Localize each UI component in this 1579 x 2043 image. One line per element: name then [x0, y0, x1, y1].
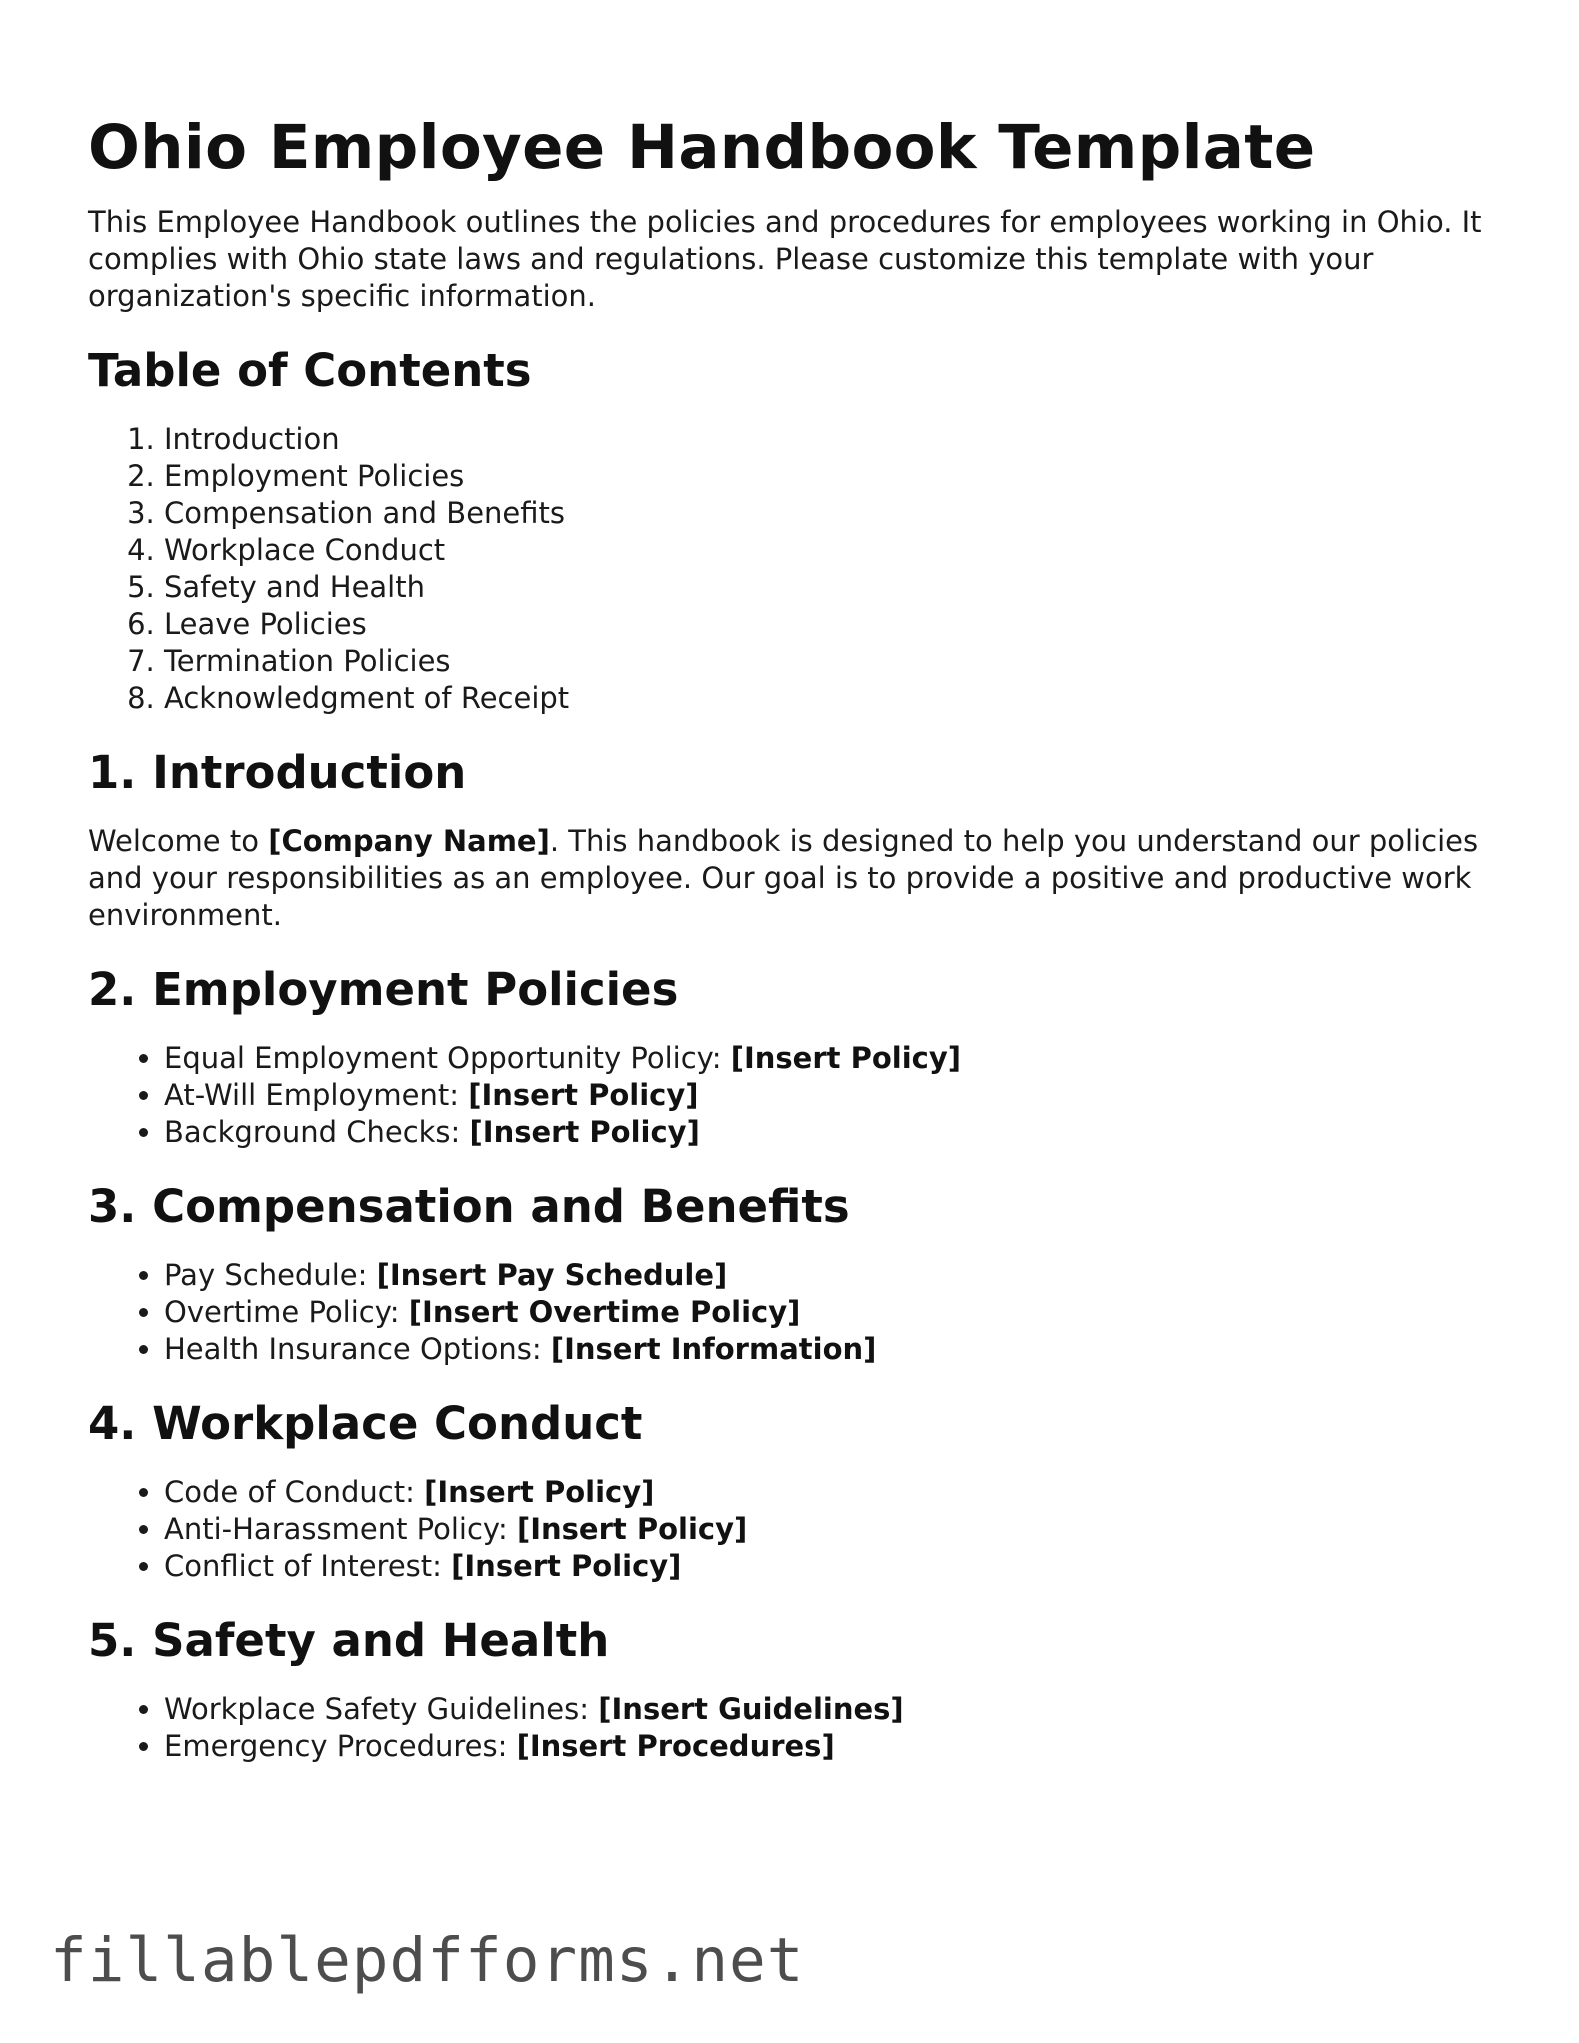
toc-item-employment-policies: 2. Employment Policies — [164, 458, 1508, 495]
item-placeholder: [Insert Policy] — [424, 1475, 655, 1509]
item-label: Conflict of Interest: — [164, 1549, 452, 1583]
item-placeholder: [Insert Policy] — [468, 1078, 699, 1112]
safety-heading: 5. Safety and Health — [88, 1614, 610, 1667]
item-placeholder: [Insert Overtime Policy] — [408, 1295, 801, 1329]
introduction-text-before: Welcome to — [88, 824, 269, 858]
company-name-placeholder: [Company Name] — [268, 824, 550, 858]
list-item — [164, 1691, 1508, 1728]
conduct-list — [88, 1474, 1508, 1585]
item-placeholder: [Insert Pay Schedule] — [376, 1258, 728, 1292]
item-placeholder: [Insert Policy] — [730, 1041, 962, 1075]
item-label: Code of Conduct: — [164, 1475, 425, 1509]
item-placeholder: [Insert Policy] — [469, 1115, 700, 1149]
intro-paragraph: This Employee Handbook outlines the policies and procedures for employees working in Ohio. It complies with Ohio state laws and regulations. Please customize this template with your organization's specific information. — [88, 205, 1482, 313]
toc-item-introduction: 1. Introduction — [164, 421, 1508, 458]
item-label: Pay Schedule: — [164, 1258, 377, 1292]
item-label: Emergency Procedures: — [164, 1729, 517, 1763]
list-item — [164, 1474, 1508, 1511]
list-item — [164, 1040, 1508, 1077]
compensation-list — [88, 1257, 1508, 1368]
toc-item-safety-health: 5. Safety and Health — [164, 569, 1508, 606]
introduction-text-after: . This handbook is designed to help you understand our policies and your responsibilities as an employee. Our goal is to provide a positive and productive work environment. — [88, 824, 1479, 932]
safety-list — [88, 1691, 1508, 1765]
page-title: Ohio Employee Handbook Template — [88, 112, 1316, 183]
toc-item-workplace-conduct: 4. Workplace Conduct — [164, 532, 1508, 569]
item-label: Workplace Safety Guidelines: — [164, 1692, 599, 1726]
introduction-paragraph — [88, 823, 1508, 934]
list-item — [164, 1257, 1508, 1294]
list-item — [164, 1114, 1508, 1151]
employment-policies-list — [88, 1040, 1508, 1151]
item-label: Health Insurance Options: — [164, 1332, 551, 1366]
item-label: Equal Employment Opportunity Policy: — [164, 1041, 731, 1075]
list-item — [164, 1294, 1508, 1331]
conduct-heading: 4. Workplace Conduct — [88, 1397, 643, 1450]
list-item — [164, 1511, 1508, 1548]
list-item — [164, 1077, 1508, 1114]
item-label: Background Checks: — [164, 1115, 470, 1149]
item-label: Overtime Policy: — [164, 1295, 409, 1329]
document-page — [88, 108, 1508, 1793]
list-item — [164, 1548, 1508, 1585]
item-placeholder: [Insert Procedures] — [516, 1729, 835, 1763]
toc-item-compensation-benefits: 3. Compensation and Benefits — [164, 495, 1508, 532]
table-of-contents — [88, 421, 1508, 717]
item-label: Anti-Harassment Policy: — [164, 1512, 517, 1546]
item-placeholder: [Insert Policy] — [451, 1549, 682, 1583]
item-placeholder: [Insert Information] — [550, 1332, 877, 1366]
item-placeholder: [Insert Policy] — [516, 1512, 748, 1546]
list-item — [164, 1331, 1508, 1368]
list-item — [164, 1728, 1508, 1765]
item-placeholder: [Insert Guidelines] — [598, 1692, 904, 1726]
employment-policies-heading: 2. Employment Policies — [88, 963, 679, 1016]
toc-item-leave-policies: 6. Leave Policies — [164, 606, 1508, 643]
toc-heading: Table of Contents — [88, 344, 532, 397]
toc-item-acknowledgment: 8. Acknowledgment of Receipt — [164, 680, 1508, 717]
introduction-heading: 1. Introduction — [88, 746, 467, 799]
site-watermark: fillablepdfforms.net — [50, 1925, 805, 1996]
item-label: At-Will Employment: — [164, 1078, 469, 1112]
toc-item-termination-policies: 7. Termination Policies — [164, 643, 1508, 680]
compensation-heading: 3. Compensation and Benefits — [88, 1180, 850, 1233]
